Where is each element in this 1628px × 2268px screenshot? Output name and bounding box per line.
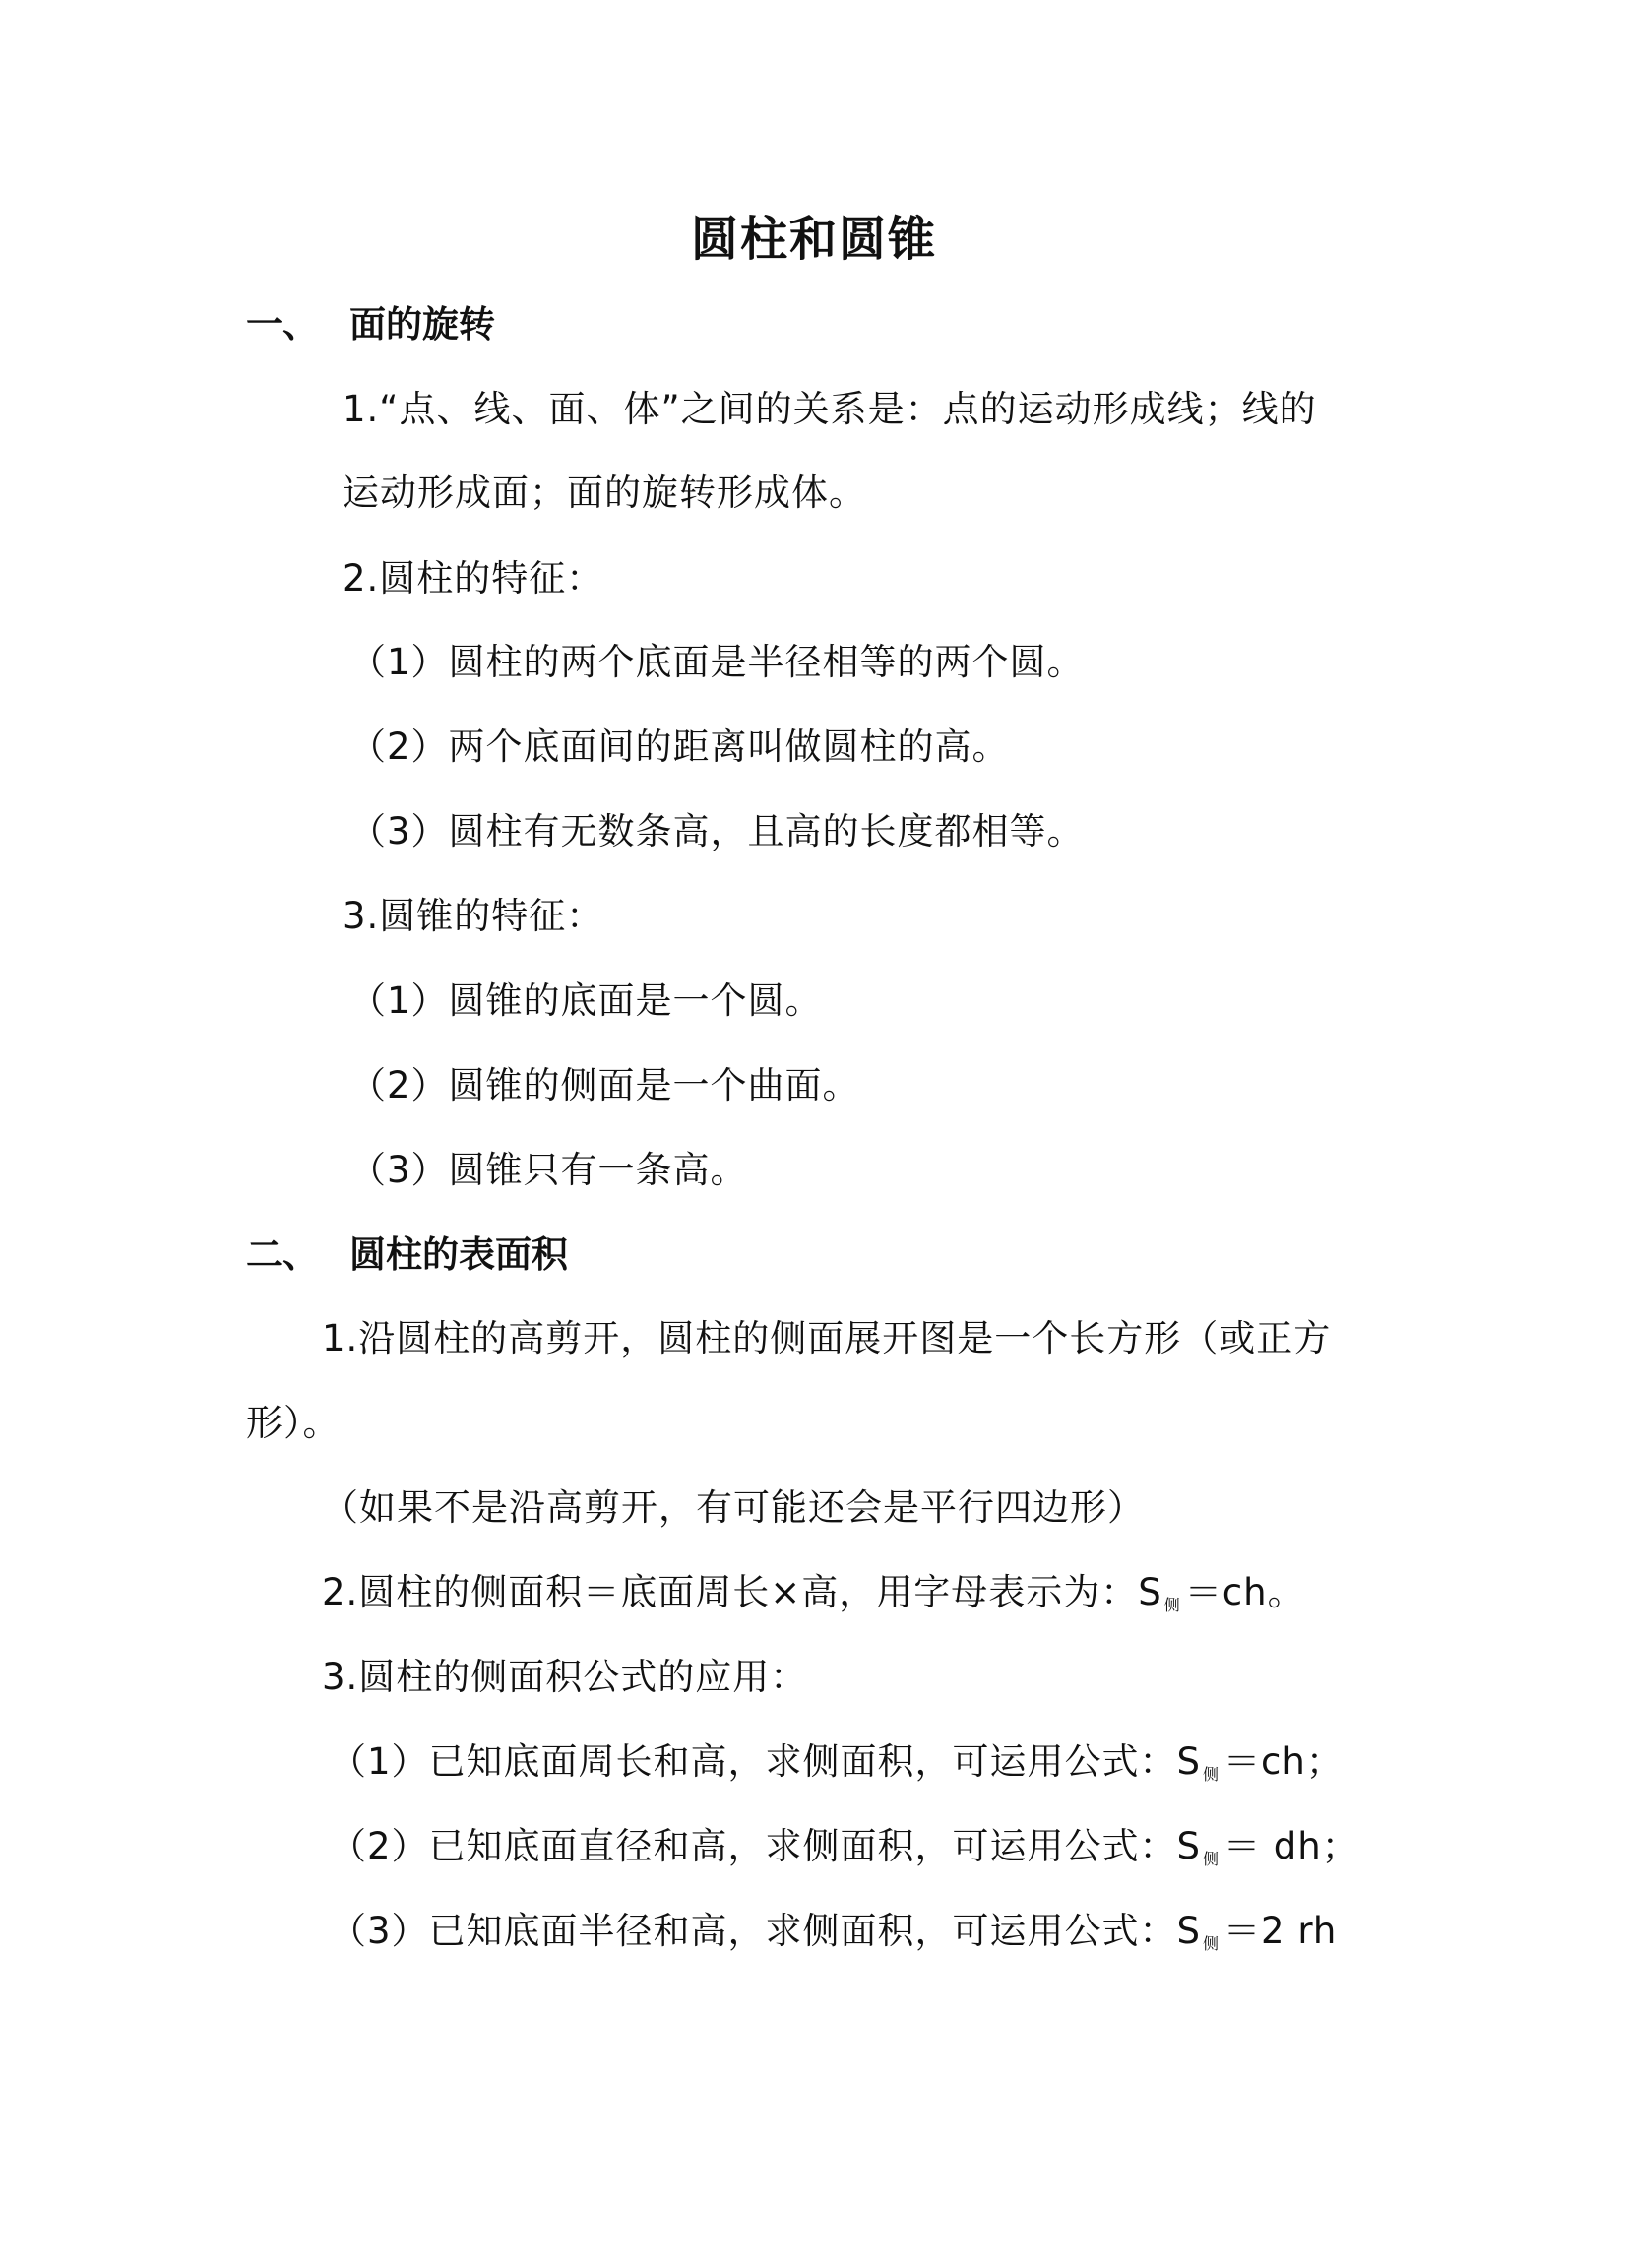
formula-subscript: 侧 (1163, 1596, 1181, 1614)
page-title: 圆柱和圆锥 (690, 212, 937, 267)
section-title: 圆柱的表面积 (349, 1233, 568, 1276)
list-item: （2）圆锥的侧面是一个曲面。 (349, 1064, 860, 1106)
section-title: 面的旋转 (349, 303, 495, 346)
formula-line (330, 1738, 1344, 1798)
formula-text: 2.圆柱的侧面积＝底面周长×高，用字母表示为：S (322, 1571, 1162, 1613)
paragraph-line: 运动形成面；面的旋转形成体。 (343, 472, 866, 514)
formula-subscript: 侧 (1203, 1765, 1221, 1784)
section-number: 二、 (246, 1233, 319, 1276)
formula-line (330, 1908, 1337, 1968)
paragraph-line: 1.沿圆柱的高剪开，圆柱的侧面展开图是一个长方形（或正方 (322, 1317, 1332, 1359)
list-item: （3）圆柱有无数条高，且高的长度都相等。 (349, 810, 1085, 852)
formula-tail: ＝2 rh (1223, 1910, 1338, 1952)
paragraph-line: 3.圆锥的特征： (343, 895, 604, 937)
formula-text: （3）已知底面半径和高，求侧面积，可运用公式：S (330, 1910, 1202, 1952)
formula-tail: ＝ch； (1223, 1740, 1344, 1783)
section-number: 一、 (246, 303, 319, 346)
formula-tail: ＝ch。 (1184, 1571, 1305, 1613)
paragraph-line: 1.“点、线、面、体”之间的关系是：点的运动形成线；线的 (343, 388, 1317, 430)
formula-line (322, 1569, 1305, 1629)
paragraph-line: 3.圆柱的侧面积公式的应用： (322, 1656, 808, 1698)
formula-text: （1）已知底面周长和高，求侧面积，可运用公式：S (330, 1740, 1202, 1783)
list-item: （2）两个底面间的距离叫做圆柱的高。 (349, 725, 1010, 768)
formula-line (330, 1823, 1359, 1883)
formula-subscript: 侧 (1203, 1934, 1221, 1953)
section-heading-2 (246, 1231, 568, 1279)
formula-subscript: 侧 (1203, 1850, 1221, 1868)
paragraph-line: 形）。 (246, 1402, 341, 1444)
formula-tail: ＝ dh； (1223, 1825, 1359, 1867)
note-line: （如果不是沿高剪开，有可能还会是平行四边形） (322, 1486, 1145, 1529)
list-item: （1）圆柱的两个底面是半径相等的两个圆。 (349, 641, 1085, 683)
list-item: （1）圆锥的底面是一个圆。 (349, 979, 823, 1022)
formula-text: （2）已知底面直径和高，求侧面积，可运用公式：S (330, 1825, 1202, 1867)
paragraph-line: 2.圆柱的特征： (343, 557, 604, 599)
list-item: （3）圆锥只有一条高。 (349, 1149, 748, 1191)
section-heading-1 (246, 301, 495, 348)
